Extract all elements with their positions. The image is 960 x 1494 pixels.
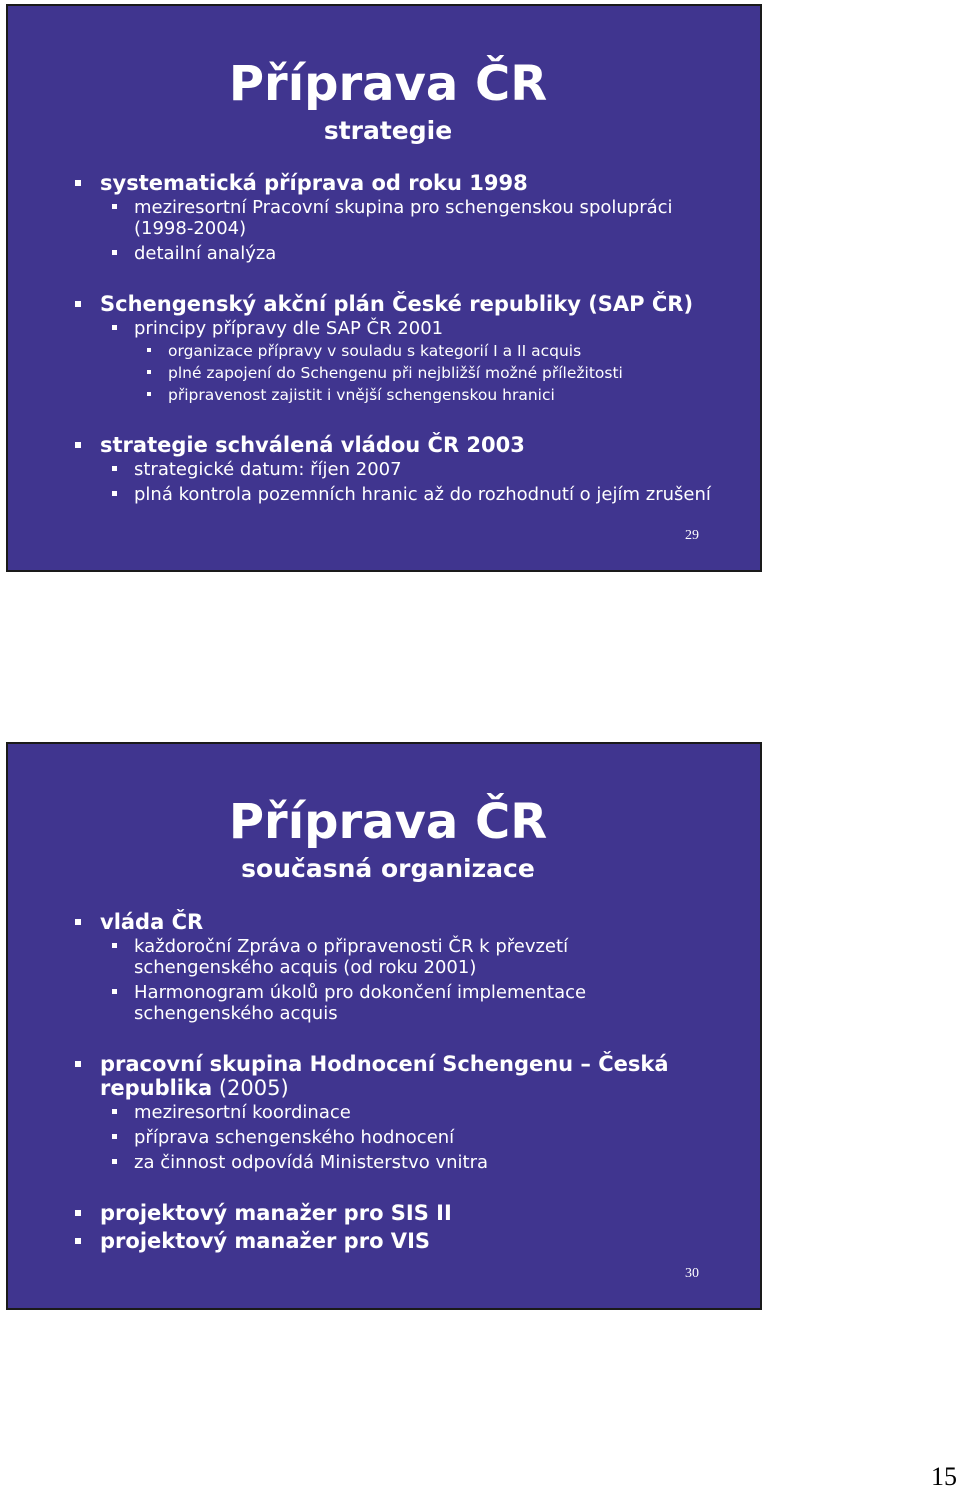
slide-number: 30 [685, 1266, 699, 1281]
sub-list-text: principy přípravy dle SAP ČR 2001 [134, 318, 444, 339]
sub-list-item: strategické datum: říjen 2007 [100, 459, 712, 480]
sub-list-item: meziresortní koordinace [100, 1102, 712, 1123]
bullet-heading: projektový manažer pro VIS [100, 1229, 431, 1253]
sub-list-item: za činnost odpovídá Ministerstvo vnitra [100, 1152, 712, 1173]
list-item [72, 1052, 712, 1173]
sub-list-item [100, 318, 712, 405]
bullet-heading: Schengenský akční plán České republiky (SAP ČR) [100, 292, 694, 316]
sub-list-item: každoroční Zpráva o připravenosti ČR k převzetí schengenského acquis (od roku 2001) [100, 936, 712, 978]
sub-sub-list-item: připravenost zajistit i vnější schengenskou hranici [134, 385, 712, 405]
list-item [72, 1229, 712, 1253]
slide-30 [6, 742, 762, 1310]
sub-list-item: příprava schengenského hodnocení [100, 1127, 712, 1148]
list-item [72, 910, 712, 1024]
slide-subtitle: strategie [323, 116, 453, 145]
bullet-heading: pracovní skupina Hodnocení Schengenu – Česká republika [100, 1052, 669, 1100]
bullet-heading: systematická příprava od roku 1998 [100, 171, 528, 195]
bullet-heading: projektový manažer pro SIS II [100, 1201, 452, 1225]
sub-list-item: meziresortní Pracovní skupina pro schengenskou spolupráci (1998-2004) [100, 197, 712, 239]
slide-subtitle: současná organizace [241, 854, 535, 883]
sub-list-item: detailní analýza [100, 243, 712, 264]
list-item [72, 433, 712, 505]
sub-list-item: plná kontrola pozemních hranic až do rozhodnutí o jejím zrušení [100, 484, 712, 505]
list-item [72, 292, 712, 405]
bullet-list [72, 171, 712, 509]
sub-list-item: Harmonogram úkolů pro dokončení implementace schengenského acquis [100, 982, 712, 1024]
slide-number: 29 [685, 528, 699, 543]
sub-sub-list-item: organizace přípravy v souladu s kategorií I a II acquis [134, 341, 712, 361]
slide-title: Příprava ČR [228, 794, 548, 850]
slide-29 [6, 4, 762, 572]
bullet-heading-suffix: (2005) [212, 1076, 289, 1100]
document-page-number: 15 [931, 1462, 957, 1491]
slide-title: Příprava ČR [228, 56, 548, 112]
bullet-heading: strategie schválená vládou ČR 2003 [100, 433, 525, 457]
bullet-list [72, 910, 712, 1253]
list-item [72, 171, 712, 264]
sub-sub-list-item: plné zapojení do Schengenu při nejbližší možné příležitosti [134, 363, 712, 383]
bullet-heading: vláda ČR [100, 910, 204, 934]
list-item [72, 1201, 712, 1225]
